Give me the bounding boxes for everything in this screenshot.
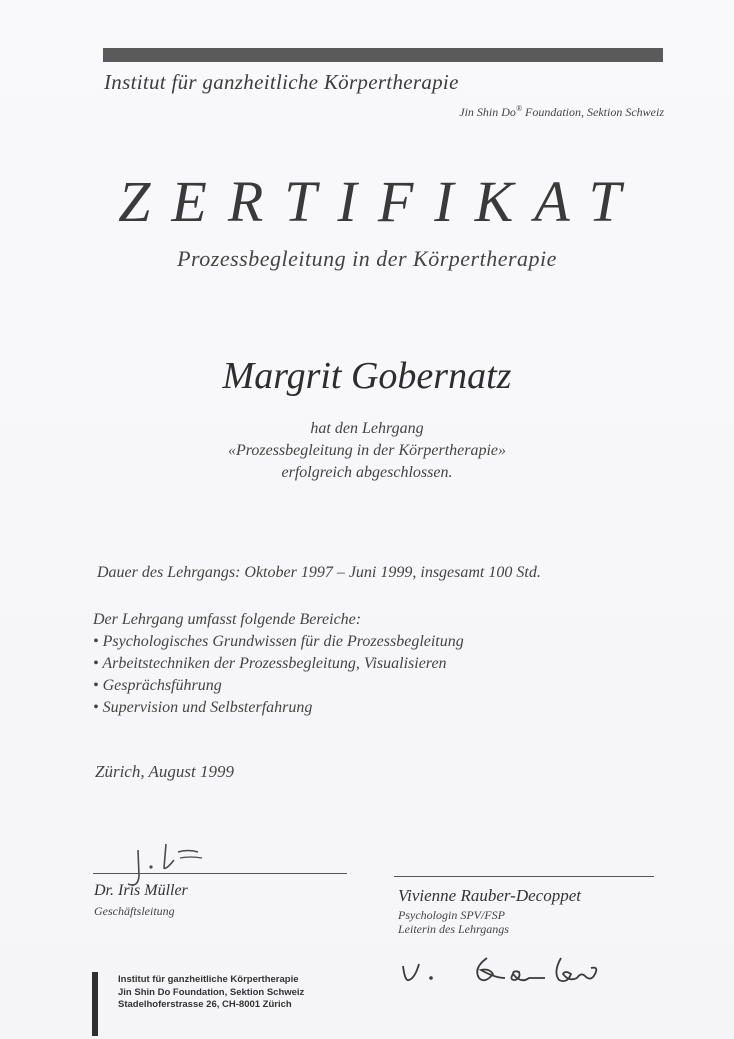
signatory-right-role: Leiterin des Lehrgangs [398, 922, 509, 936]
institute-name: Institut für ganzheitliche Körpertherapie [104, 70, 459, 94]
recipient-name: Margrit Gobernatz [222, 355, 512, 397]
footer-line: Jin Shin Do Foundation, Sektion Schweiz [118, 986, 305, 998]
signatory-right-role: Psychologin SPV/FSP [398, 908, 505, 922]
foundation-line [459, 104, 664, 120]
area-item: • Supervision und Selbsterfahrung [93, 699, 313, 716]
registered-mark: ® [515, 104, 523, 113]
area-item: • Psychologisches Grundwissen für die Prozessbegleitung [93, 633, 464, 650]
signatory-right-name: Vivienne Rauber-Decoppet [398, 886, 581, 905]
completion-statement [0, 418, 734, 484]
place-date: Zürich, August 1999 [95, 762, 235, 781]
completion-line: «Prozessbegleitung in der Körpertherapie» [227, 442, 507, 459]
course-duration: Dauer des Lehrgangs: Oktober 1997 – Juni 1999, insgesamt 100 Std. [97, 564, 541, 581]
course-areas [93, 609, 464, 719]
completion-line: erfolgreich abgeschlossen. [281, 464, 453, 481]
foundation-name: Jin Shin Do [459, 105, 516, 119]
areas-intro: Der Lehrgang umfasst folgende Bereiche: [93, 611, 362, 628]
footer-line: Institut für ganzheitliche Körpertherapie [118, 974, 299, 985]
certificate-subtitle: Prozessbegleitung in der Körpertherapie [177, 246, 557, 271]
footer-rule [92, 972, 98, 1036]
footer-address [118, 974, 304, 1012]
foundation-section: Foundation, Sektion Schweiz [522, 105, 664, 119]
signatory-right-roles [398, 908, 509, 936]
signature-line-left [93, 873, 347, 874]
area-item: • Arbeitstechniken der Prozessbegleitung, Visualisieren [93, 655, 447, 672]
footer-line: Stadelhoferstrasse 26, CH-8001 Zürich [118, 999, 292, 1010]
signatory-left-role: Geschäftsleitung [94, 904, 175, 918]
completion-line: hat den Lehrgang [310, 420, 424, 437]
area-item: • Gesprächsführung [93, 677, 222, 694]
header-rule [103, 48, 663, 62]
signature-line-right [394, 876, 654, 877]
signature-right-handwriting [395, 944, 615, 994]
signatory-left-name: Dr. Iris Müller [94, 882, 188, 899]
certificate-title: ZERTIFIKAT [118, 169, 642, 234]
